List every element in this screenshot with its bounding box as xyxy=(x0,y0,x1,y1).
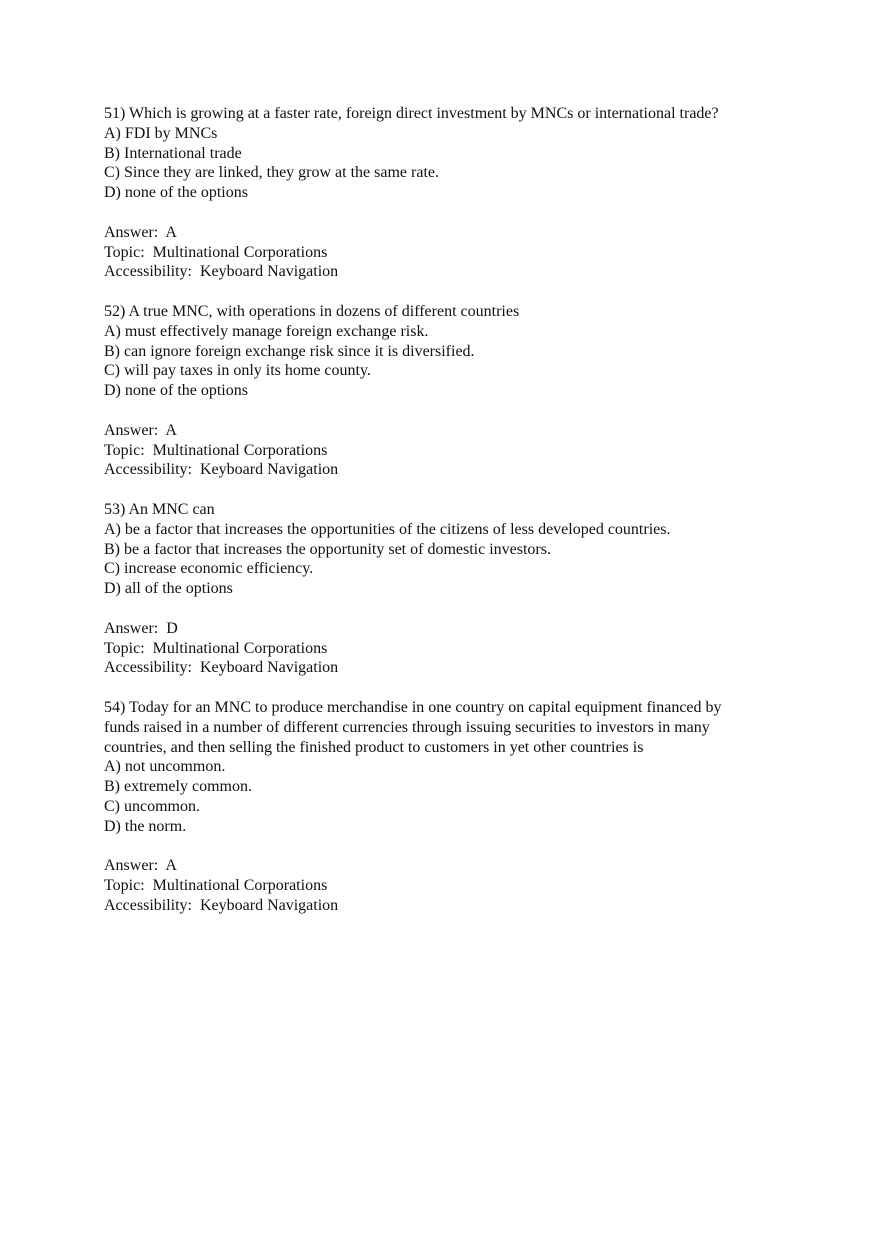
spacer xyxy=(104,401,804,421)
question-stem-line: 52) A true MNC, with operations in dozens of different countries xyxy=(104,302,520,320)
question-53 xyxy=(104,500,804,698)
option-d: D) all of the options xyxy=(104,580,233,598)
question-stem-line: funds raised in a number of different currencies through issuing securities to investors in many xyxy=(104,718,710,736)
accessibility-line: Accessibility: Keyboard Navigation xyxy=(104,659,339,677)
answer-line: Answer: A xyxy=(104,223,177,241)
question-stem-line: countries, and then selling the finished product to customers in yet other countries is xyxy=(104,738,644,756)
option-a: A) be a factor that increases the opportunities of the citizens of less developed countries. xyxy=(104,520,671,538)
option-b: B) International trade xyxy=(104,144,242,162)
spacer xyxy=(104,480,804,500)
answer-line: Answer: A xyxy=(104,421,177,439)
answer-line: Answer: A xyxy=(104,857,177,875)
topic-line: Topic: Multinational Corporations xyxy=(104,877,328,895)
question-54 xyxy=(104,698,804,916)
topic-line: Topic: Multinational Corporations xyxy=(104,441,328,459)
accessibility-line: Accessibility: Keyboard Navigation xyxy=(104,896,339,914)
option-d: D) none of the options xyxy=(104,382,248,400)
spacer xyxy=(104,599,804,619)
topic-line: Topic: Multinational Corporations xyxy=(104,639,328,657)
option-d: D) the norm. xyxy=(104,817,187,835)
option-a: A) not uncommon. xyxy=(104,758,226,776)
accessibility-line: Accessibility: Keyboard Navigation xyxy=(104,263,339,281)
spacer xyxy=(104,836,804,856)
document-page xyxy=(104,104,804,916)
topic-line: Topic: Multinational Corporations xyxy=(104,243,328,261)
question-52 xyxy=(104,302,804,500)
option-b: B) be a factor that increases the opportunity set of domestic investors. xyxy=(104,540,551,558)
accessibility-line: Accessibility: Keyboard Navigation xyxy=(104,461,339,479)
option-c: C) uncommon. xyxy=(104,797,200,815)
spacer xyxy=(104,203,804,223)
option-a: A) must effectively manage foreign exchange risk. xyxy=(104,322,429,340)
question-51 xyxy=(104,104,804,302)
spacer xyxy=(104,282,804,302)
spacer xyxy=(104,678,804,698)
option-c: C) will pay taxes in only its home county. xyxy=(104,362,371,380)
answer-line: Answer: D xyxy=(104,619,178,637)
option-b: B) extremely common. xyxy=(104,778,252,796)
option-b: B) can ignore foreign exchange risk since it is diversified. xyxy=(104,342,475,360)
option-a: A) FDI by MNCs xyxy=(104,124,218,142)
question-stem-line: 53) An MNC can xyxy=(104,500,215,518)
option-c: C) Since they are linked, they grow at the same rate. xyxy=(104,164,439,182)
question-stem-line: 51) Which is growing at a faster rate, foreign direct investment by MNCs or international trade? xyxy=(104,105,719,122)
option-d: D) none of the options xyxy=(104,184,248,202)
option-c: C) increase economic efficiency. xyxy=(104,560,314,578)
question-stem-line: 54) Today for an MNC to produce merchandise in one country on capital equipment financed by xyxy=(104,698,722,716)
